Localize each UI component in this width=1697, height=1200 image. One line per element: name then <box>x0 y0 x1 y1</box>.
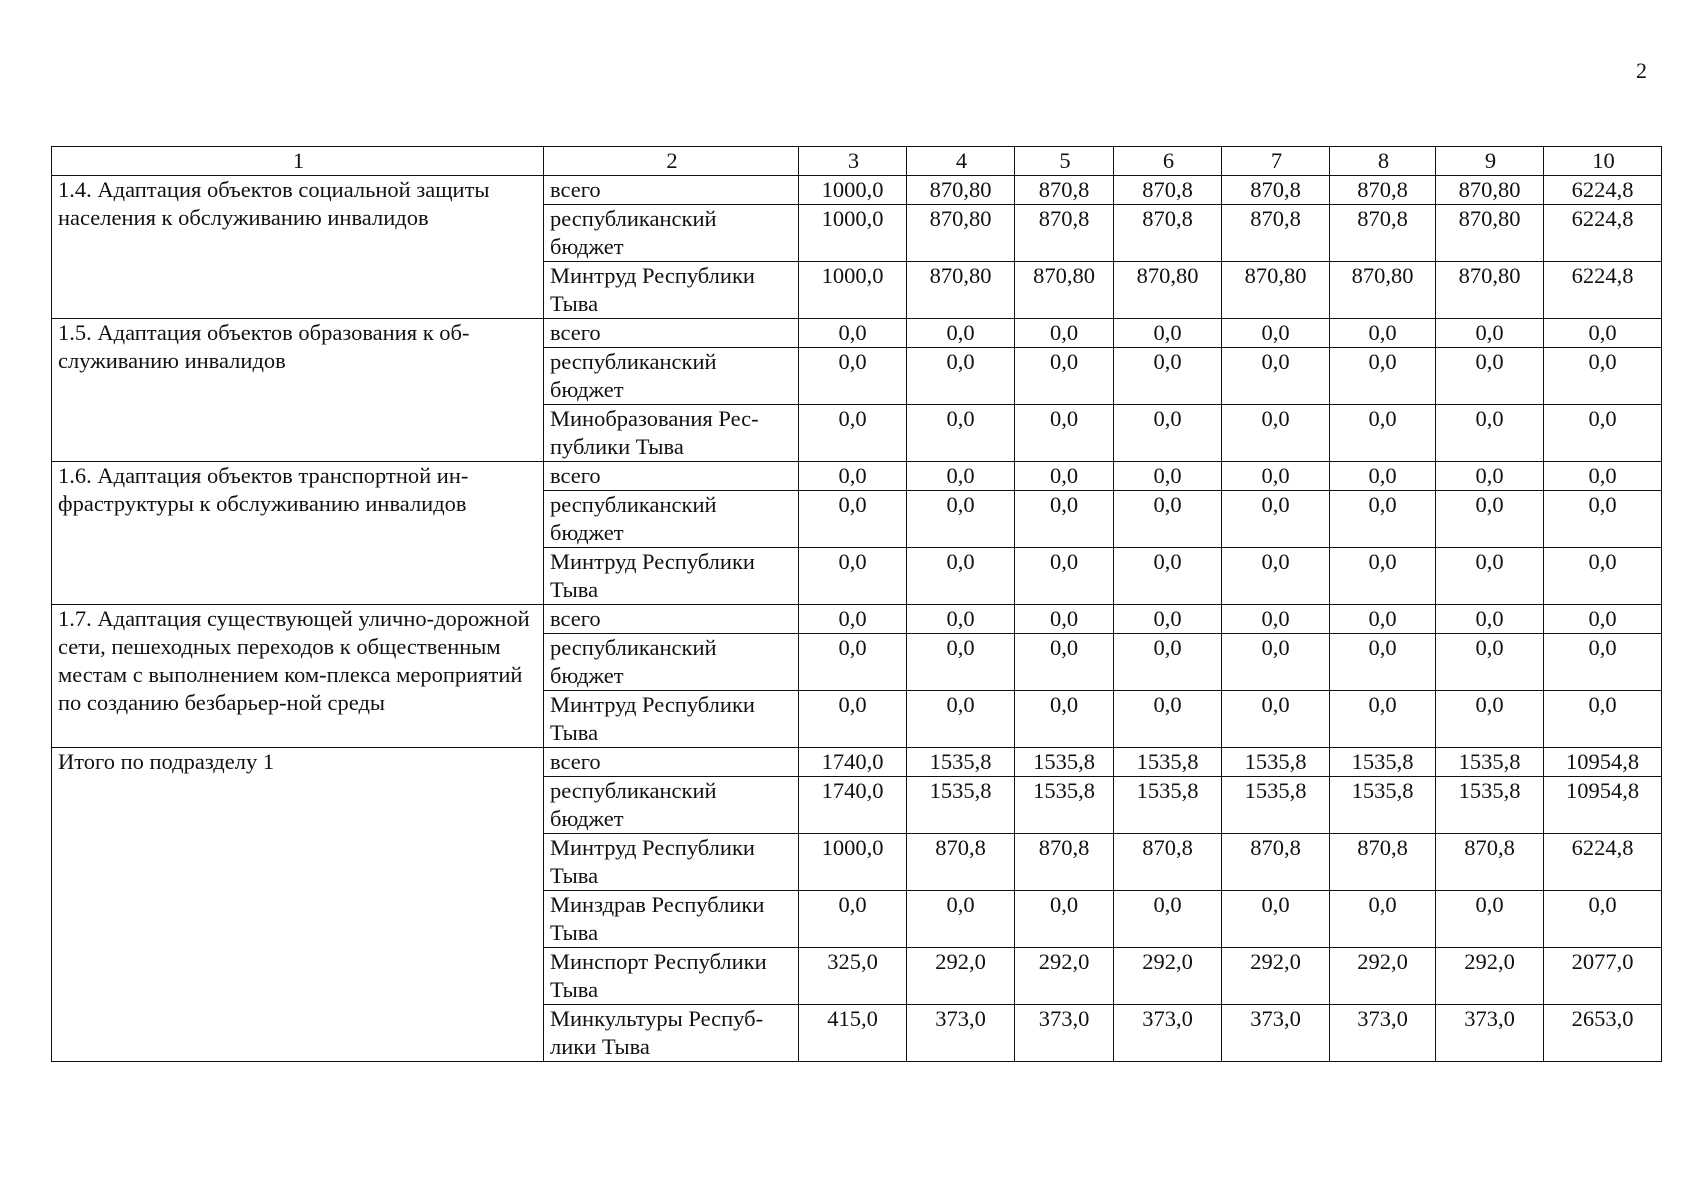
value-cell: 0,0 <box>1015 348 1114 405</box>
value-cell: 870,8 <box>1330 205 1436 262</box>
value-cell: 373,0 <box>1330 1005 1436 1062</box>
value-cell: 0,0 <box>1015 634 1114 691</box>
value-cell: 0,0 <box>1015 891 1114 948</box>
value-cell: 1535,8 <box>1114 748 1222 777</box>
value-cell: 0,0 <box>1114 605 1222 634</box>
value-cell: 1535,8 <box>907 748 1015 777</box>
value-cell: 0,0 <box>1015 548 1114 605</box>
value-cell: 292,0 <box>907 948 1015 1005</box>
value-cell: 870,8 <box>1015 834 1114 891</box>
table-body <box>52 147 1662 1062</box>
value-cell: 0,0 <box>1436 548 1544 605</box>
funding-source-cell: Минтруд Республики Тыва <box>544 262 799 319</box>
funding-source-cell: всего <box>544 462 799 491</box>
value-cell: 0,0 <box>1330 491 1436 548</box>
value-cell: 1740,0 <box>799 748 907 777</box>
value-cell: 870,80 <box>1330 262 1436 319</box>
value-cell: 0,0 <box>907 605 1015 634</box>
table-row <box>52 462 1662 491</box>
value-cell: 1000,0 <box>799 176 907 205</box>
value-cell: 1535,8 <box>1015 777 1114 834</box>
value-cell: 0,0 <box>1330 319 1436 348</box>
funding-source-cell: республиканский бюджет <box>544 205 799 262</box>
value-cell: 870,80 <box>1436 262 1544 319</box>
header-cell: 2 <box>544 147 799 176</box>
value-cell: 0,0 <box>799 605 907 634</box>
funding-source-cell: Минспорт Республики Тыва <box>544 948 799 1005</box>
value-cell: 292,0 <box>1015 948 1114 1005</box>
value-cell: 0,0 <box>907 319 1015 348</box>
value-cell: 0,0 <box>1015 605 1114 634</box>
value-cell: 0,0 <box>907 405 1015 462</box>
value-cell: 0,0 <box>1330 891 1436 948</box>
value-cell: 0,0 <box>1114 691 1222 748</box>
value-cell: 870,8 <box>1114 205 1222 262</box>
value-cell: 0,0 <box>1330 348 1436 405</box>
value-cell: 0,0 <box>799 405 907 462</box>
value-cell: 0,0 <box>1114 891 1222 948</box>
funding-source-cell: Минздрав Республики Тыва <box>544 891 799 948</box>
value-cell: 0,0 <box>1015 462 1114 491</box>
header-cell: 5 <box>1015 147 1114 176</box>
value-cell: 870,80 <box>1114 262 1222 319</box>
value-cell: 870,80 <box>1436 176 1544 205</box>
value-cell: 0,0 <box>799 462 907 491</box>
value-cell: 6224,8 <box>1544 205 1662 262</box>
table-row <box>52 319 1662 348</box>
event-title-cell: 1.5. Адаптация объектов образования к об-служиванию инвалидов <box>52 319 544 462</box>
value-cell: 325,0 <box>799 948 907 1005</box>
value-cell: 0,0 <box>1544 405 1662 462</box>
value-cell: 0,0 <box>1436 491 1544 548</box>
header-cell: 9 <box>1436 147 1544 176</box>
value-cell: 870,8 <box>1330 834 1436 891</box>
value-cell: 0,0 <box>799 348 907 405</box>
value-cell: 1000,0 <box>799 262 907 319</box>
value-cell: 2653,0 <box>1544 1005 1662 1062</box>
funding-source-cell: республиканский бюджет <box>544 634 799 691</box>
value-cell: 10954,8 <box>1544 777 1662 834</box>
event-title-cell: 1.4. Адаптация объектов социальной защиты населения к обслуживанию инвалидов <box>52 176 544 319</box>
value-cell: 0,0 <box>799 891 907 948</box>
value-cell: 0,0 <box>1114 319 1222 348</box>
value-cell: 373,0 <box>1114 1005 1222 1062</box>
value-cell: 1000,0 <box>799 205 907 262</box>
funding-source-cell: Минтруд Республики Тыва <box>544 548 799 605</box>
value-cell: 0,0 <box>1114 548 1222 605</box>
header-cell: 6 <box>1114 147 1222 176</box>
value-cell: 870,8 <box>1222 176 1330 205</box>
value-cell: 1535,8 <box>1114 777 1222 834</box>
value-cell: 1535,8 <box>1330 748 1436 777</box>
value-cell: 870,80 <box>907 205 1015 262</box>
funding-source-cell: всего <box>544 176 799 205</box>
value-cell: 0,0 <box>799 691 907 748</box>
value-cell: 0,0 <box>1222 462 1330 491</box>
funding-source-cell: Минтруд Республики Тыва <box>544 691 799 748</box>
value-cell: 415,0 <box>799 1005 907 1062</box>
value-cell: 0,0 <box>1436 319 1544 348</box>
value-cell: 0,0 <box>907 491 1015 548</box>
value-cell: 0,0 <box>907 548 1015 605</box>
value-cell: 1535,8 <box>1436 748 1544 777</box>
event-title-cell: Итого по подразделу 1 <box>52 748 544 1062</box>
value-cell: 373,0 <box>1436 1005 1544 1062</box>
value-cell: 0,0 <box>1436 691 1544 748</box>
value-cell: 870,8 <box>1222 205 1330 262</box>
funding-source-cell: республиканский бюджет <box>544 777 799 834</box>
value-cell: 10954,8 <box>1544 748 1662 777</box>
value-cell: 292,0 <box>1222 948 1330 1005</box>
value-cell: 0,0 <box>1544 548 1662 605</box>
value-cell: 870,80 <box>907 176 1015 205</box>
value-cell: 6224,8 <box>1544 834 1662 891</box>
value-cell: 0,0 <box>1114 634 1222 691</box>
value-cell: 292,0 <box>1114 948 1222 1005</box>
value-cell: 0,0 <box>799 548 907 605</box>
value-cell: 0,0 <box>1222 605 1330 634</box>
value-cell: 0,0 <box>1222 491 1330 548</box>
value-cell: 0,0 <box>1222 891 1330 948</box>
value-cell: 0,0 <box>1330 405 1436 462</box>
value-cell: 6224,8 <box>1544 262 1662 319</box>
value-cell: 0,0 <box>1330 462 1436 491</box>
value-cell: 373,0 <box>1015 1005 1114 1062</box>
value-cell: 0,0 <box>1436 605 1544 634</box>
value-cell: 0,0 <box>1544 634 1662 691</box>
value-cell: 870,8 <box>1114 834 1222 891</box>
value-cell: 0,0 <box>1114 462 1222 491</box>
value-cell: 0,0 <box>1222 634 1330 691</box>
header-cell: 8 <box>1330 147 1436 176</box>
value-cell: 870,8 <box>1114 176 1222 205</box>
value-cell: 0,0 <box>1114 405 1222 462</box>
value-cell: 0,0 <box>1544 491 1662 548</box>
value-cell: 6224,8 <box>1544 176 1662 205</box>
value-cell: 0,0 <box>1114 348 1222 405</box>
budget-table <box>51 146 1662 1062</box>
value-cell: 870,8 <box>907 834 1015 891</box>
table-row <box>52 176 1662 205</box>
value-cell: 0,0 <box>799 634 907 691</box>
value-cell: 0,0 <box>1436 348 1544 405</box>
value-cell: 870,8 <box>1015 205 1114 262</box>
header-cell: 3 <box>799 147 907 176</box>
value-cell: 1535,8 <box>1222 748 1330 777</box>
value-cell: 2077,0 <box>1544 948 1662 1005</box>
funding-source-cell: Минкультуры Респуб-лики Тыва <box>544 1005 799 1062</box>
value-cell: 0,0 <box>907 348 1015 405</box>
value-cell: 0,0 <box>1015 319 1114 348</box>
value-cell: 0,0 <box>1015 491 1114 548</box>
value-cell: 0,0 <box>1222 548 1330 605</box>
funding-source-cell: Минобразования Рес-публики Тыва <box>544 405 799 462</box>
value-cell: 0,0 <box>1436 891 1544 948</box>
value-cell: 870,8 <box>1222 834 1330 891</box>
value-cell: 870,80 <box>1222 262 1330 319</box>
value-cell: 1000,0 <box>799 834 907 891</box>
value-cell: 0,0 <box>1544 462 1662 491</box>
table-row <box>52 605 1662 634</box>
value-cell: 0,0 <box>1330 548 1436 605</box>
value-cell: 1740,0 <box>799 777 907 834</box>
value-cell: 870,80 <box>1015 262 1114 319</box>
value-cell: 292,0 <box>1436 948 1544 1005</box>
value-cell: 373,0 <box>907 1005 1015 1062</box>
header-cell: 7 <box>1222 147 1330 176</box>
funding-source-cell: всего <box>544 605 799 634</box>
value-cell: 870,8 <box>1330 176 1436 205</box>
value-cell: 0,0 <box>1544 605 1662 634</box>
value-cell: 0,0 <box>907 891 1015 948</box>
value-cell: 1535,8 <box>1330 777 1436 834</box>
value-cell: 0,0 <box>1330 605 1436 634</box>
header-row <box>52 147 1662 176</box>
funding-source-cell: всего <box>544 748 799 777</box>
value-cell: 870,80 <box>1436 205 1544 262</box>
event-title-cell: 1.7. Адаптация существующей улично-дорожной сети, пешеходных переходов к общественным местам с выполнением ком-плекса мероприятий по созданию безбарьер-ной среды <box>52 605 544 748</box>
value-cell: 870,8 <box>1436 834 1544 891</box>
value-cell: 1535,8 <box>1436 777 1544 834</box>
value-cell: 1535,8 <box>907 777 1015 834</box>
value-cell: 373,0 <box>1222 1005 1330 1062</box>
value-cell: 870,8 <box>1015 176 1114 205</box>
funding-source-cell: республиканский бюджет <box>544 491 799 548</box>
value-cell: 0,0 <box>1436 405 1544 462</box>
value-cell: 0,0 <box>907 634 1015 691</box>
value-cell: 0,0 <box>1544 891 1662 948</box>
value-cell: 0,0 <box>1015 691 1114 748</box>
value-cell: 0,0 <box>1222 319 1330 348</box>
value-cell: 0,0 <box>1436 634 1544 691</box>
funding-source-cell: Минтруд Республики Тыва <box>544 834 799 891</box>
value-cell: 0,0 <box>1544 348 1662 405</box>
value-cell: 0,0 <box>799 319 907 348</box>
header-cell: 4 <box>907 147 1015 176</box>
header-cell: 10 <box>1544 147 1662 176</box>
value-cell: 0,0 <box>799 491 907 548</box>
header-cell: 1 <box>52 147 544 176</box>
value-cell: 0,0 <box>1222 691 1330 748</box>
value-cell: 0,0 <box>907 462 1015 491</box>
event-title-cell: 1.6. Адаптация объектов транспортной ин-фраструктуры к обслуживанию инвалидов <box>52 462 544 605</box>
value-cell: 1535,8 <box>1015 748 1114 777</box>
funding-source-cell: республиканский бюджет <box>544 348 799 405</box>
page-number: 2 <box>1636 58 1647 83</box>
table-row <box>52 748 1662 777</box>
value-cell: 0,0 <box>1114 491 1222 548</box>
value-cell: 870,80 <box>907 262 1015 319</box>
funding-source-cell: всего <box>544 319 799 348</box>
value-cell: 0,0 <box>1330 634 1436 691</box>
value-cell: 0,0 <box>1222 348 1330 405</box>
value-cell: 0,0 <box>1544 319 1662 348</box>
value-cell: 0,0 <box>1222 405 1330 462</box>
value-cell: 0,0 <box>1436 462 1544 491</box>
value-cell: 0,0 <box>1015 405 1114 462</box>
value-cell: 0,0 <box>1544 691 1662 748</box>
value-cell: 1535,8 <box>1222 777 1330 834</box>
value-cell: 292,0 <box>1330 948 1436 1005</box>
value-cell: 0,0 <box>907 691 1015 748</box>
value-cell: 0,0 <box>1330 691 1436 748</box>
